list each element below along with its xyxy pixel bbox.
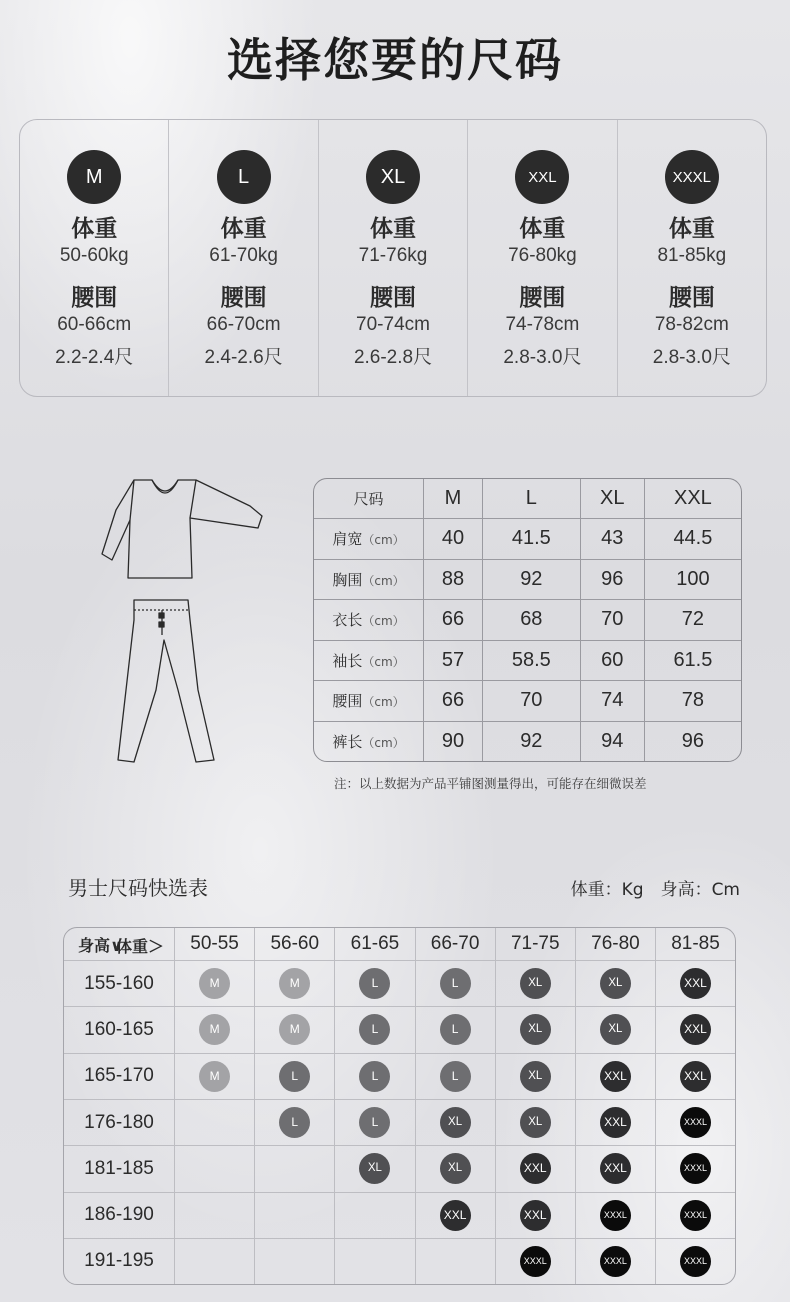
size-cell bbox=[415, 1099, 495, 1145]
size-cell bbox=[495, 1192, 575, 1238]
size-dot: M bbox=[199, 1014, 230, 1045]
size-cell bbox=[255, 1146, 335, 1192]
size-cell bbox=[175, 1007, 255, 1053]
waist-cm: 66-70cm bbox=[206, 314, 281, 335]
waist-chi: 2.8-3.0尺 bbox=[503, 347, 582, 368]
size-dot: XL bbox=[600, 1014, 631, 1045]
measurement-unit: （cm） bbox=[362, 614, 405, 629]
size-cell bbox=[335, 1146, 415, 1192]
garment-illustration bbox=[90, 470, 270, 770]
size-cell bbox=[415, 961, 495, 1007]
measurement-unit: （cm） bbox=[362, 735, 405, 750]
weight-label: 体重 bbox=[668, 216, 715, 242]
measurement-name bbox=[314, 519, 424, 560]
weight-range: 81-85kg bbox=[657, 245, 727, 266]
measurement-note: 注：以上数据为产品平铺图测量得出，可能存在细微误差 bbox=[334, 776, 647, 791]
size-dot: XXL bbox=[680, 968, 711, 999]
size-dot: XL bbox=[440, 1153, 471, 1184]
size-cell bbox=[415, 1007, 495, 1053]
size-cell bbox=[495, 1099, 575, 1145]
size-dot: XXXL bbox=[680, 1246, 711, 1277]
measurement-header-cell: XL bbox=[580, 479, 644, 519]
measurement-unit: （cm） bbox=[362, 573, 405, 588]
measurement-value: 68 bbox=[482, 600, 580, 641]
corner-weight: 体重＞ bbox=[115, 937, 164, 956]
size-dot: M bbox=[199, 1061, 230, 1092]
size-cell bbox=[335, 1053, 415, 1099]
measurement-name bbox=[314, 600, 424, 641]
measurement-value: 88 bbox=[424, 559, 483, 600]
weight-label: 体重 bbox=[220, 216, 267, 242]
size-badge: XXL bbox=[515, 150, 569, 204]
measurement-header-row bbox=[314, 479, 741, 519]
size-cell bbox=[175, 961, 255, 1007]
measurement-value: 41.5 bbox=[482, 519, 580, 560]
size-cell bbox=[255, 1007, 335, 1053]
size-dot: L bbox=[279, 1107, 310, 1138]
height-range: 186-190 bbox=[64, 1192, 175, 1238]
size-dot: XXXL bbox=[680, 1153, 711, 1184]
measurement-name bbox=[314, 559, 424, 600]
table-row bbox=[314, 640, 741, 681]
waist-chi: 2.6-2.8尺 bbox=[353, 347, 433, 368]
size-summary-card bbox=[19, 119, 767, 397]
size-cell bbox=[175, 1146, 255, 1192]
size-cell bbox=[656, 1099, 735, 1145]
size-badge: L bbox=[217, 150, 271, 204]
measurement-label: 腰围 bbox=[332, 692, 363, 711]
size-cell bbox=[656, 1238, 735, 1284]
corner-height: 身高∨ bbox=[78, 936, 123, 956]
size-dot: XXL bbox=[440, 1200, 471, 1231]
size-dot: XL bbox=[520, 968, 551, 999]
size-badge: XXXL bbox=[665, 150, 719, 204]
size-cell bbox=[495, 1238, 575, 1284]
measurement-name bbox=[314, 640, 424, 681]
size-dot: M bbox=[279, 1014, 310, 1045]
waist-label: 腰围 bbox=[71, 285, 118, 311]
size-cell bbox=[415, 1053, 495, 1099]
quick-select-header-row bbox=[64, 928, 735, 961]
waist-cm: 60-66cm bbox=[57, 314, 132, 335]
size-dot: XXL bbox=[680, 1061, 711, 1092]
measurement-value: 60 bbox=[580, 640, 644, 681]
size-cell bbox=[175, 1099, 255, 1145]
size-dot: XXL bbox=[680, 1014, 711, 1045]
size-dot: XL bbox=[520, 1014, 551, 1045]
size-cell bbox=[575, 1238, 655, 1284]
measurement-value: 96 bbox=[580, 559, 644, 600]
weight-range: 61-70kg bbox=[209, 245, 278, 266]
size-dot: XXXL bbox=[680, 1107, 711, 1138]
weight-range: 71-76kg bbox=[358, 245, 428, 266]
size-cell bbox=[575, 961, 655, 1007]
waist-chi: 2.4-2.6尺 bbox=[204, 347, 283, 368]
measurement-value: 94 bbox=[580, 721, 644, 761]
measurement-value: 72 bbox=[644, 600, 741, 641]
height-range: 160-165 bbox=[64, 1007, 175, 1053]
table-row bbox=[64, 1007, 735, 1053]
measurement-value: 66 bbox=[424, 681, 483, 722]
quick-select-units: 体重：Kg 身高：Cm bbox=[570, 880, 740, 900]
waist-label: 腰围 bbox=[668, 285, 715, 311]
size-dot: XXXL bbox=[600, 1200, 631, 1231]
size-cell bbox=[255, 1099, 335, 1145]
weight-label: 体重 bbox=[519, 216, 566, 242]
pants-outline bbox=[118, 600, 214, 762]
measurement-header-cell: L bbox=[482, 479, 580, 519]
waist-cm: 74-78cm bbox=[505, 314, 580, 335]
size-column-l bbox=[168, 120, 317, 396]
size-cell bbox=[335, 1238, 415, 1284]
size-column-xl bbox=[318, 120, 467, 396]
height-range: 165-170 bbox=[64, 1053, 175, 1099]
table-row bbox=[64, 1099, 735, 1145]
weight-label: 体重 bbox=[71, 216, 118, 242]
weight-range-header: 81-85 bbox=[656, 928, 735, 961]
size-cell bbox=[175, 1238, 255, 1284]
measurement-label: 袖长 bbox=[332, 651, 363, 670]
waist-cm: 78-82cm bbox=[654, 314, 729, 335]
waist-chi: 2.2-2.4尺 bbox=[55, 347, 134, 368]
measurement-value: 92 bbox=[482, 559, 580, 600]
weight-label: 体重 bbox=[370, 216, 417, 242]
table-row bbox=[314, 681, 741, 722]
waist-cm: 70-74cm bbox=[356, 314, 430, 335]
size-dot: XL bbox=[520, 1107, 551, 1138]
size-cell bbox=[656, 1007, 735, 1053]
waist-label: 腰围 bbox=[220, 285, 267, 311]
size-cell bbox=[575, 1053, 655, 1099]
size-dot: XXL bbox=[520, 1153, 551, 1184]
size-cell bbox=[495, 1053, 575, 1099]
measurement-label: 衣长 bbox=[332, 611, 363, 630]
size-dot: L bbox=[440, 1061, 471, 1092]
size-cell bbox=[255, 1238, 335, 1284]
size-cell bbox=[495, 1146, 575, 1192]
measurement-table bbox=[313, 478, 742, 762]
table-row bbox=[314, 721, 741, 761]
measurement-unit: （cm） bbox=[362, 654, 405, 669]
table-row bbox=[64, 1192, 735, 1238]
table-row bbox=[314, 600, 741, 641]
measurement-value: 44.5 bbox=[644, 519, 741, 560]
measurement-value: 61.5 bbox=[644, 640, 741, 681]
size-cell bbox=[335, 1192, 415, 1238]
size-dot: XL bbox=[520, 1061, 551, 1092]
size-cell bbox=[335, 1099, 415, 1145]
size-dot: XXL bbox=[600, 1061, 631, 1092]
size-cell bbox=[495, 961, 575, 1007]
size-dot: L bbox=[359, 968, 390, 999]
measurement-value: 66 bbox=[424, 600, 483, 641]
size-cell bbox=[335, 961, 415, 1007]
measurement-label: 裤长 bbox=[332, 732, 363, 751]
shirt-outline bbox=[102, 480, 262, 578]
weight-range: 50-60kg bbox=[59, 245, 129, 266]
size-cell bbox=[255, 1053, 335, 1099]
size-cell bbox=[495, 1007, 575, 1053]
measurement-unit: （cm） bbox=[362, 533, 405, 548]
corner-cell bbox=[64, 928, 175, 961]
size-dot: L bbox=[359, 1061, 390, 1092]
height-range: 176-180 bbox=[64, 1099, 175, 1145]
measurement-value: 90 bbox=[424, 721, 483, 761]
weight-range-header: 56-60 bbox=[255, 928, 335, 961]
measurement-value: 40 bbox=[424, 519, 483, 560]
waist-chi: 2.8-3.0尺 bbox=[652, 347, 731, 368]
size-cell bbox=[656, 1192, 735, 1238]
size-dot: XXXL bbox=[600, 1246, 631, 1277]
measurement-label: 肩宽 bbox=[332, 530, 363, 549]
size-cell bbox=[175, 1192, 255, 1238]
measurement-value: 100 bbox=[644, 559, 741, 600]
quick-select-table bbox=[63, 927, 736, 1285]
quick-select-title: 男士尺码快选表 bbox=[68, 876, 208, 900]
measurement-header-cell: 尺码 bbox=[314, 479, 424, 519]
size-cell bbox=[415, 1238, 495, 1284]
size-cell bbox=[575, 1099, 655, 1145]
size-dot: XXL bbox=[520, 1200, 551, 1231]
measurement-value: 74 bbox=[580, 681, 644, 722]
weight-range: 76-80kg bbox=[508, 245, 577, 266]
size-cell bbox=[255, 1192, 335, 1238]
size-column-xxl bbox=[467, 120, 616, 396]
weight-range-header: 76-80 bbox=[575, 928, 655, 961]
measurement-name bbox=[314, 721, 424, 761]
table-row bbox=[64, 961, 735, 1007]
waist-label: 腰围 bbox=[370, 285, 417, 311]
measurement-value: 96 bbox=[644, 721, 741, 761]
measurement-value: 57 bbox=[424, 640, 483, 681]
table-row bbox=[314, 559, 741, 600]
size-dot: L bbox=[359, 1107, 390, 1138]
waist-label: 腰围 bbox=[519, 285, 566, 311]
table-row bbox=[64, 1238, 735, 1284]
weight-range-header: 61-65 bbox=[335, 928, 415, 961]
measurement-name bbox=[314, 681, 424, 722]
size-dot: XL bbox=[359, 1153, 390, 1184]
size-dot: XL bbox=[440, 1107, 471, 1138]
weight-range-header: 50-55 bbox=[175, 928, 255, 961]
size-dot: L bbox=[359, 1014, 390, 1045]
size-dot: M bbox=[199, 968, 230, 999]
size-dot: L bbox=[440, 1014, 471, 1045]
size-cell bbox=[255, 961, 335, 1007]
size-dot: XXXL bbox=[520, 1246, 551, 1277]
weight-range-header: 66-70 bbox=[415, 928, 495, 961]
height-range: 191-195 bbox=[64, 1238, 175, 1284]
table-row bbox=[64, 1146, 735, 1192]
size-cell bbox=[175, 1053, 255, 1099]
size-dot: L bbox=[440, 968, 471, 999]
table-row bbox=[314, 519, 741, 560]
measurement-value: 92 bbox=[482, 721, 580, 761]
size-column-m bbox=[20, 120, 168, 396]
table-row bbox=[64, 1053, 735, 1099]
height-range: 155-160 bbox=[64, 961, 175, 1007]
measurement-value: 58.5 bbox=[482, 640, 580, 681]
page-title: 选择您要的尺码 bbox=[227, 33, 563, 87]
measurement-unit: （cm） bbox=[362, 695, 405, 710]
size-cell bbox=[415, 1146, 495, 1192]
size-badge: XL bbox=[366, 150, 420, 204]
measurement-value: 43 bbox=[580, 519, 644, 560]
size-cell bbox=[575, 1146, 655, 1192]
size-badge: M bbox=[67, 150, 121, 204]
size-cell bbox=[656, 1053, 735, 1099]
size-dot: XXXL bbox=[680, 1200, 711, 1231]
size-dot: XXL bbox=[600, 1153, 631, 1184]
measurement-label: 胸围 bbox=[332, 570, 363, 589]
size-cell bbox=[656, 1146, 735, 1192]
weight-range-header: 71-75 bbox=[495, 928, 575, 961]
size-cell bbox=[656, 961, 735, 1007]
height-range: 181-185 bbox=[64, 1146, 175, 1192]
size-cell bbox=[415, 1192, 495, 1238]
measurement-value: 70 bbox=[482, 681, 580, 722]
size-cell bbox=[575, 1192, 655, 1238]
size-dot: M bbox=[279, 968, 310, 999]
measurement-header-cell: M bbox=[424, 479, 483, 519]
size-dot: L bbox=[279, 1061, 310, 1092]
size-dot: XL bbox=[600, 968, 631, 999]
size-cell bbox=[335, 1007, 415, 1053]
size-cell bbox=[575, 1007, 655, 1053]
measurement-value: 78 bbox=[644, 681, 741, 722]
size-column-xxxl bbox=[617, 120, 766, 396]
size-dot: XXL bbox=[600, 1107, 631, 1138]
measurement-value: 70 bbox=[580, 600, 644, 641]
measurement-header-cell: XXL bbox=[644, 479, 741, 519]
